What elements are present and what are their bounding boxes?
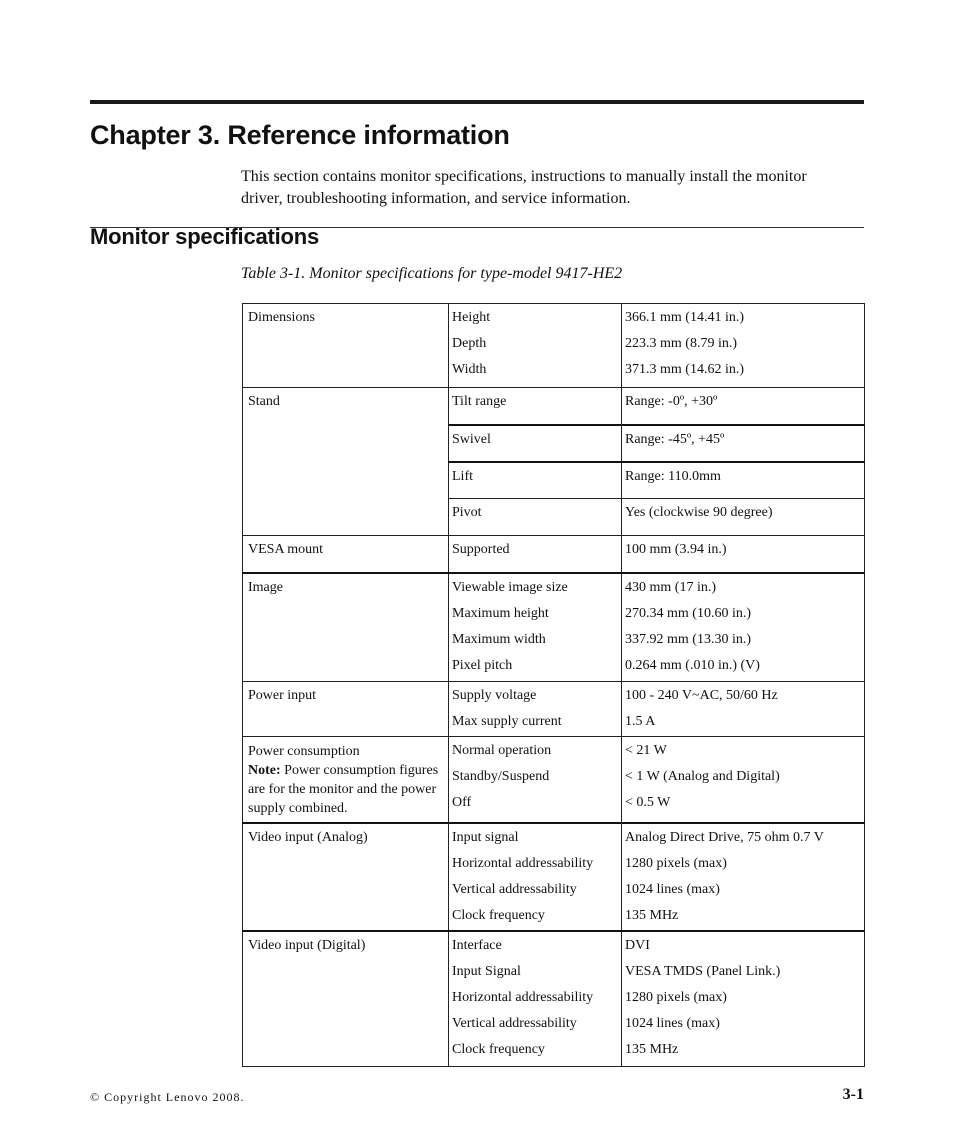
- spec-item: Tilt range: [452, 394, 507, 409]
- table-row: [243, 573, 865, 682]
- spec-value: < 0.5 W: [625, 795, 671, 810]
- spec-item: Lift: [452, 468, 473, 484]
- spec-item: Normal operation: [452, 743, 552, 758]
- spec-item: Viewable image size: [452, 579, 568, 595]
- spec-values: [622, 425, 865, 462]
- section-title: Monitor specifications: [90, 224, 320, 249]
- spec-item: Swivel: [452, 431, 491, 447]
- spec-values: [622, 931, 865, 1066]
- page-number: 3-1: [842, 1086, 864, 1103]
- spec-item: Depth: [452, 336, 487, 351]
- spec-value: 366.1 mm (14.41 in.): [625, 310, 744, 325]
- power-note: [248, 761, 444, 818]
- spec-value: 337.92 mm (13.30 in.): [625, 631, 751, 647]
- spec-category: [243, 737, 449, 824]
- spec-value: Range: -0º, +30º: [625, 394, 718, 409]
- power-consumption-label: Power consumption: [248, 744, 360, 759]
- spec-value: 430 mm (17 in.): [625, 579, 716, 595]
- spec-items: [449, 499, 622, 536]
- spec-value: 100 mm (3.94 in.): [625, 542, 727, 557]
- spec-category: Power input: [243, 682, 449, 737]
- spec-value: 1280 pixels (max): [625, 990, 727, 1005]
- spec-value: 1.5 A: [625, 714, 656, 729]
- spec-item: Horizontal addressability: [452, 990, 594, 1005]
- spec-values: [622, 823, 865, 931]
- spec-items: [449, 388, 622, 425]
- spec-items: [449, 737, 622, 824]
- spec-value: 135 MHz: [625, 1042, 679, 1057]
- spec-values: [622, 304, 865, 388]
- spec-value: 1024 lines (max): [625, 882, 720, 897]
- spec-category: Image: [243, 573, 449, 682]
- spec-value: 371.3 mm (14.62 in.): [625, 362, 744, 377]
- spec-category: Dimensions: [243, 304, 449, 388]
- spec-value: 1280 pixels (max): [625, 856, 727, 871]
- spec-items: [449, 682, 622, 737]
- spec-item: Horizontal addressability: [452, 856, 594, 871]
- spec-values: [622, 499, 865, 536]
- spec-items: [449, 573, 622, 682]
- spec-items: [449, 931, 622, 1066]
- table-row: [243, 737, 865, 824]
- spec-values: [622, 573, 865, 682]
- spec-item: Pivot: [452, 505, 482, 520]
- spec-item: Maximum height: [452, 605, 549, 621]
- spec-items: [449, 462, 622, 499]
- table-row: [243, 931, 865, 1066]
- note-text: Power consumption figures are for the monitor and the power supply combined.: [248, 763, 439, 816]
- spec-item: Supported: [452, 542, 510, 557]
- spec-items: [449, 823, 622, 931]
- table-row: [243, 388, 865, 425]
- spec-value: VESA TMDS (Panel Link.): [625, 964, 781, 979]
- copyright-notice: © Copyright Lenovo 2008.: [90, 1090, 245, 1104]
- spec-value: 270.34 mm (10.60 in.): [625, 605, 751, 621]
- spec-value: Yes (clockwise 90 degree): [625, 505, 773, 520]
- spec-items: [449, 425, 622, 462]
- spec-item: Supply voltage: [452, 688, 537, 703]
- spec-value: 100 - 240 V~AC, 50/60 Hz: [625, 688, 778, 703]
- spec-values: [622, 737, 865, 824]
- spec-category: Stand: [243, 388, 449, 536]
- spec-item: Input signal: [452, 830, 519, 845]
- spec-value: 223.3 mm (8.79 in.): [625, 336, 737, 351]
- spec-value: DVI: [625, 938, 650, 953]
- table-row: [243, 536, 865, 573]
- spec-item: Clock frequency: [452, 1042, 545, 1057]
- spec-item: Off: [452, 795, 472, 810]
- note-label: Note:: [248, 763, 281, 778]
- spec-value: < 1 W (Analog and Digital): [625, 769, 780, 784]
- spec-category: VESA mount: [243, 536, 449, 573]
- spec-values: [622, 462, 865, 499]
- table-row: [243, 823, 865, 931]
- spec-value: Analog Direct Drive, 75 ohm 0.7 V: [625, 830, 824, 845]
- spec-item: Height: [452, 310, 491, 325]
- spec-value: Range: -45º, +45º: [625, 431, 725, 447]
- spec-item: Clock frequency: [452, 908, 545, 923]
- spec-item: Pixel pitch: [452, 657, 513, 673]
- spec-items: [449, 536, 622, 573]
- table-row: [243, 304, 865, 388]
- spec-item: Max supply current: [452, 714, 562, 729]
- spec-item: Standby/Suspend: [452, 769, 550, 784]
- chapter-title: Chapter 3. Reference information: [90, 120, 510, 150]
- chapter-top-rule: [90, 100, 864, 104]
- spec-value: < 21 W: [625, 743, 667, 758]
- spec-items: [449, 304, 622, 388]
- spec-value: Range: 110.0mm: [625, 468, 721, 484]
- spec-item: Maximum width: [452, 631, 546, 647]
- spec-category: Video input (Digital): [243, 931, 449, 1066]
- spec-item: Interface: [452, 938, 502, 953]
- spec-values: [622, 388, 865, 425]
- spec-item: Vertical addressability: [452, 882, 577, 897]
- spec-item: Input Signal: [452, 964, 521, 979]
- spec-value: 1024 lines (max): [625, 1016, 720, 1031]
- spec-values: [622, 536, 865, 573]
- spec-category: Video input (Analog): [243, 823, 449, 931]
- spec-item: Width: [452, 362, 487, 377]
- spec-item: Vertical addressability: [452, 1016, 577, 1031]
- table-caption: Table 3-1. Monitor specifications for type-model 9417-HE2: [241, 265, 623, 282]
- spec-value: 135 MHz: [625, 908, 679, 923]
- specifications-table: [242, 303, 865, 1067]
- spec-values: [622, 682, 865, 737]
- table-row: [243, 682, 865, 737]
- spec-value: 0.264 mm (.010 in.) (V): [625, 657, 760, 673]
- chapter-intro: This section contains monitor specifications, instructions to manually install the monitor driver, troubleshooting information, and service information.: [241, 168, 807, 207]
